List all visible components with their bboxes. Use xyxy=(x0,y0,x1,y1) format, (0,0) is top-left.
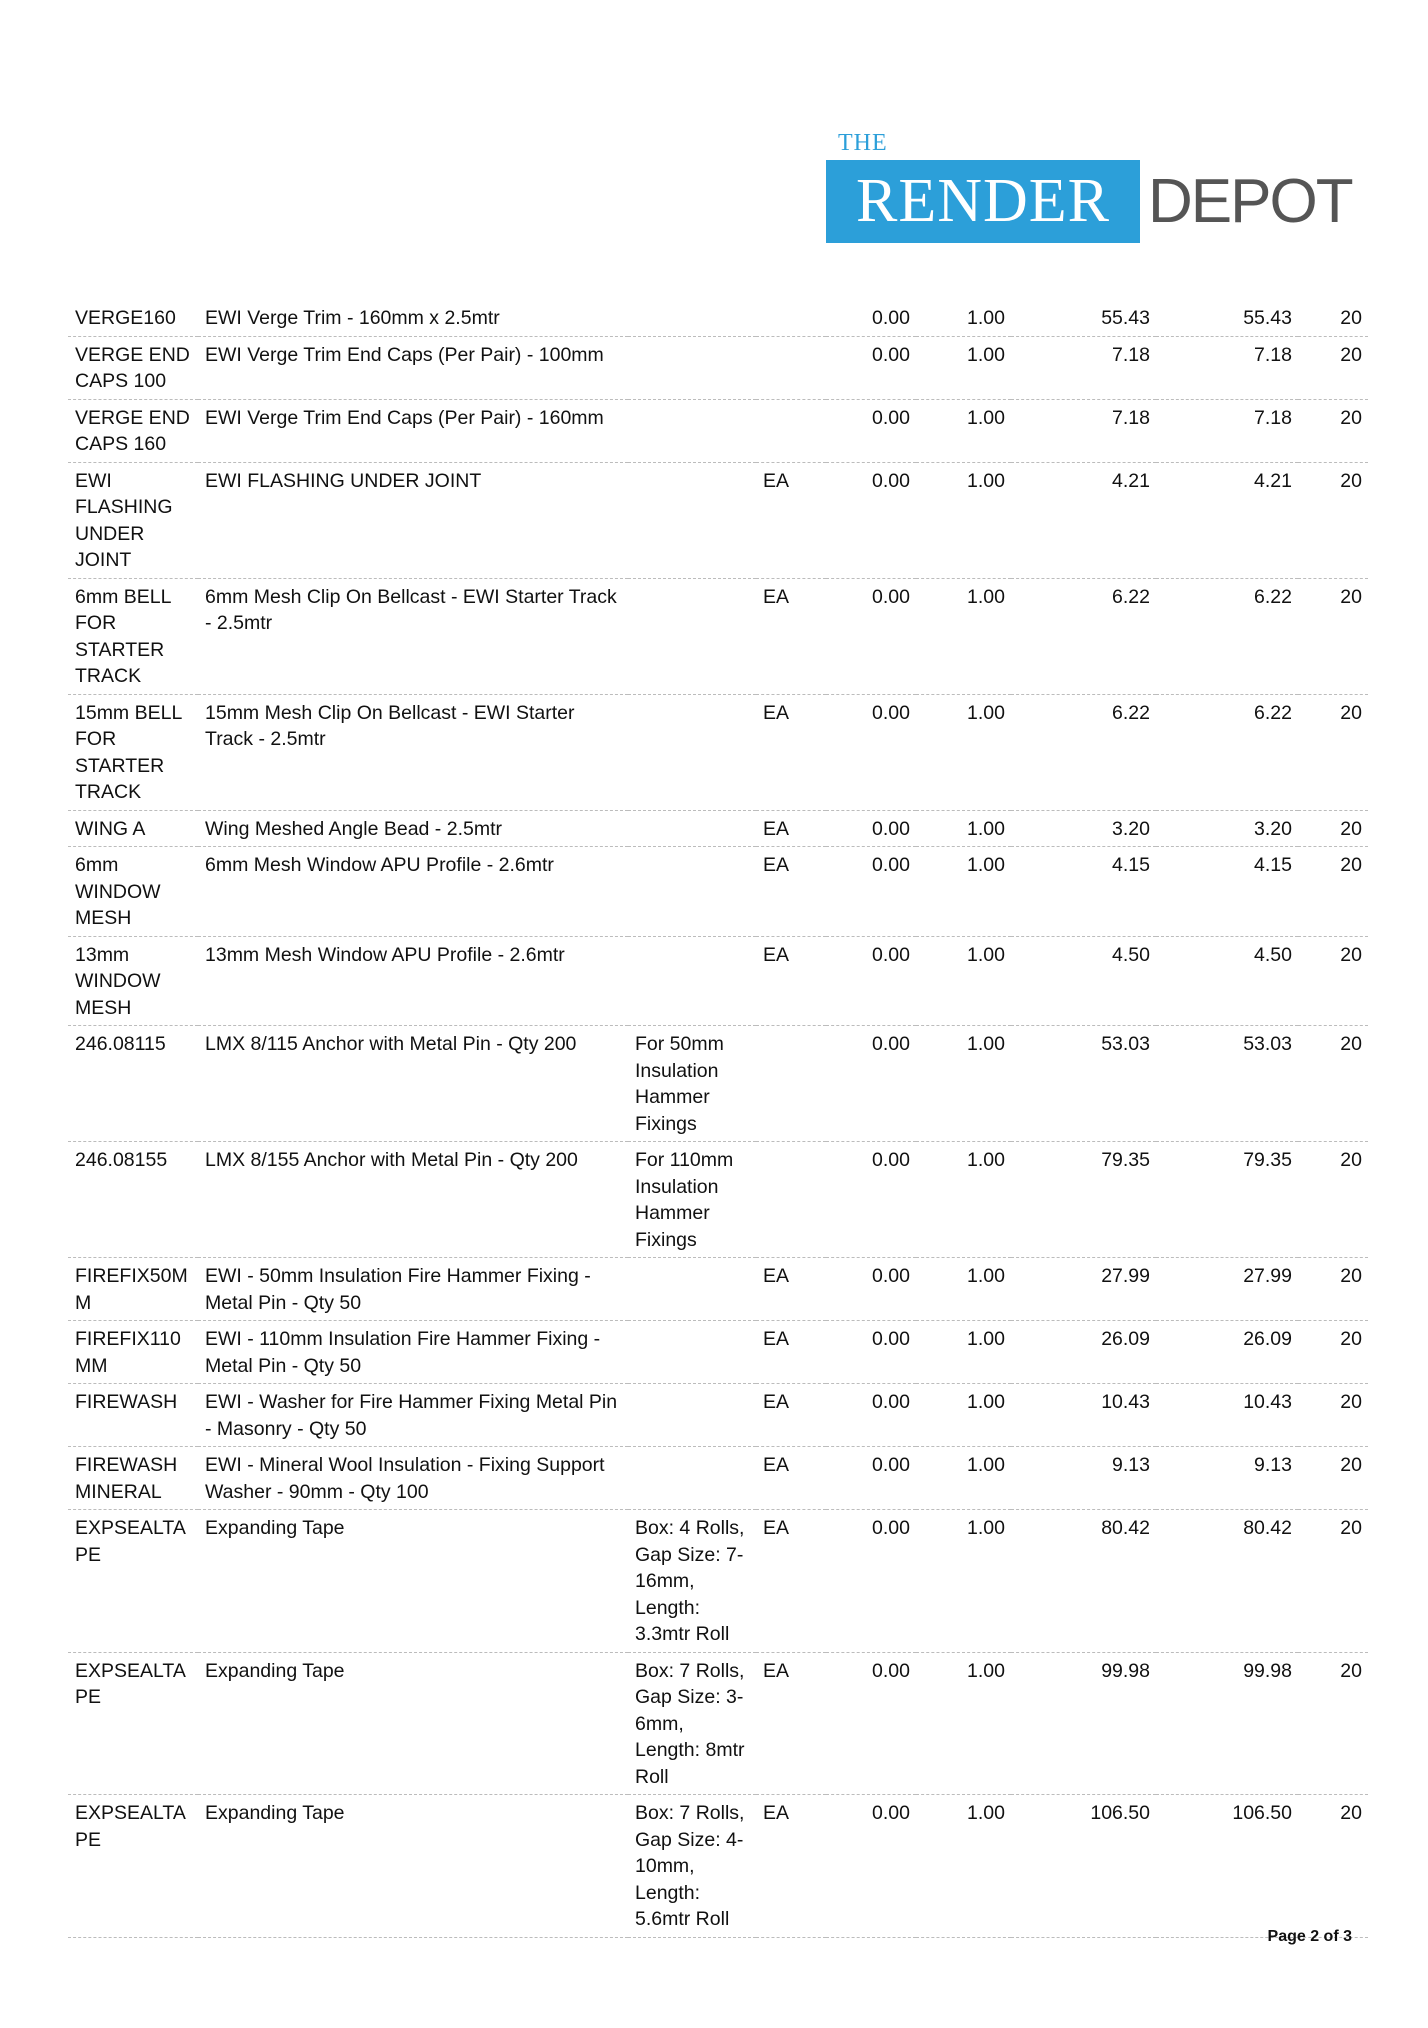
item-quantity: 1.00 xyxy=(916,1321,1011,1384)
item-code: 246.08155 xyxy=(68,1142,198,1258)
item-quantity: 1.00 xyxy=(916,1384,1011,1447)
item-code: VERGE END CAPS 100 xyxy=(68,336,198,399)
item-code: VERGE END CAPS 160 xyxy=(68,399,198,462)
item-vat-rate: 20 xyxy=(1298,1795,1368,1938)
item-unit-price: 4.21 xyxy=(1011,462,1156,578)
item-discount: 0.00 xyxy=(826,1142,916,1258)
item-code: FIREWASH xyxy=(68,1384,198,1447)
item-total: 4.15 xyxy=(1156,847,1298,937)
item-unit: EA xyxy=(756,694,826,810)
item-vat-rate: 20 xyxy=(1298,1026,1368,1142)
item-total: 55.43 xyxy=(1156,300,1298,336)
item-discount: 0.00 xyxy=(826,462,916,578)
table-row xyxy=(68,1384,1368,1447)
item-discount: 0.00 xyxy=(826,578,916,694)
item-total: 26.09 xyxy=(1156,1321,1298,1384)
item-unit-price: 7.18 xyxy=(1011,399,1156,462)
item-discount: 0.00 xyxy=(826,300,916,336)
item-description: EWI - Washer for Fire Hammer Fixing Metal Pin - Masonry - Qty 50 xyxy=(198,1384,628,1447)
item-total: 6.22 xyxy=(1156,694,1298,810)
item-description: Expanding Tape xyxy=(198,1652,628,1795)
item-unit xyxy=(756,300,826,336)
item-discount: 0.00 xyxy=(826,399,916,462)
table-row xyxy=(68,578,1368,694)
item-vat-rate: 20 xyxy=(1298,1142,1368,1258)
item-description: Expanding Tape xyxy=(198,1510,628,1653)
table-row xyxy=(68,936,1368,1026)
item-notes xyxy=(628,1258,756,1321)
item-vat-rate: 20 xyxy=(1298,1321,1368,1384)
item-description: 6mm Mesh Window APU Profile - 2.6mtr xyxy=(198,847,628,937)
item-quantity: 1.00 xyxy=(916,399,1011,462)
item-description: EWI Verge Trim End Caps (Per Pair) - 160mm xyxy=(198,399,628,462)
item-description: LMX 8/155 Anchor with Metal Pin - Qty 200 xyxy=(198,1142,628,1258)
item-code: FIREWASHMINERAL xyxy=(68,1447,198,1510)
item-total: 4.21 xyxy=(1156,462,1298,578)
item-unit: EA xyxy=(756,1384,826,1447)
item-description: 13mm Mesh Window APU Profile - 2.6mtr xyxy=(198,936,628,1026)
item-quantity: 1.00 xyxy=(916,1795,1011,1938)
item-notes xyxy=(628,1447,756,1510)
item-total: 7.18 xyxy=(1156,336,1298,399)
item-unit-price: 10.43 xyxy=(1011,1384,1156,1447)
item-quantity: 1.00 xyxy=(916,1026,1011,1142)
table-row xyxy=(68,1510,1368,1653)
table-row xyxy=(68,847,1368,937)
item-quantity: 1.00 xyxy=(916,1447,1011,1510)
item-vat-rate: 20 xyxy=(1298,1447,1368,1510)
item-discount: 0.00 xyxy=(826,1258,916,1321)
item-code: EXPSEALTAPE xyxy=(68,1795,198,1938)
item-description: LMX 8/115 Anchor with Metal Pin - Qty 200 xyxy=(198,1026,628,1142)
item-vat-rate: 20 xyxy=(1298,810,1368,847)
table-row xyxy=(68,1142,1368,1258)
line-items-table xyxy=(68,300,1368,1938)
item-unit: EA xyxy=(756,1447,826,1510)
item-unit: EA xyxy=(756,1258,826,1321)
table-row xyxy=(68,336,1368,399)
item-total: 6.22 xyxy=(1156,578,1298,694)
item-unit-price: 55.43 xyxy=(1011,300,1156,336)
logo-depot-text: DEPOT xyxy=(1148,167,1352,236)
table-row xyxy=(68,1652,1368,1795)
item-discount: 0.00 xyxy=(826,1321,916,1384)
item-total: 4.50 xyxy=(1156,936,1298,1026)
item-unit xyxy=(756,399,826,462)
logo-render-text: RENDER xyxy=(826,160,1140,243)
item-unit: EA xyxy=(756,462,826,578)
item-code: 13mm WINDOW MESH xyxy=(68,936,198,1026)
item-notes: For 110mm Insulation Hammer Fixings xyxy=(628,1142,756,1258)
item-code: 6mm WINDOW MESH xyxy=(68,847,198,937)
item-vat-rate: 20 xyxy=(1298,462,1368,578)
item-quantity: 1.00 xyxy=(916,847,1011,937)
item-unit-price: 3.20 xyxy=(1011,810,1156,847)
item-code: EWI FLASHING UNDER JOINT xyxy=(68,462,198,578)
item-description: EWI FLASHING UNDER JOINT xyxy=(198,462,628,578)
item-quantity: 1.00 xyxy=(916,1510,1011,1653)
logo-the-text: THE xyxy=(838,130,888,156)
item-vat-rate: 20 xyxy=(1298,694,1368,810)
item-notes xyxy=(628,847,756,937)
item-description: EWI Verge Trim - 160mm x 2.5mtr xyxy=(198,300,628,336)
page-number: Page 2 of 3 xyxy=(1267,1928,1352,1945)
item-discount: 0.00 xyxy=(826,336,916,399)
item-unit-price: 79.35 xyxy=(1011,1142,1156,1258)
item-notes xyxy=(628,300,756,336)
item-unit xyxy=(756,1026,826,1142)
item-unit-price: 80.42 xyxy=(1011,1510,1156,1653)
item-unit-price: 6.22 xyxy=(1011,694,1156,810)
item-notes xyxy=(628,810,756,847)
table-row xyxy=(68,399,1368,462)
item-total: 79.35 xyxy=(1156,1142,1298,1258)
item-vat-rate: 20 xyxy=(1298,336,1368,399)
item-vat-rate: 20 xyxy=(1298,300,1368,336)
table-row xyxy=(68,1321,1368,1384)
item-vat-rate: 20 xyxy=(1298,1652,1368,1795)
item-notes: Box: 7 Rolls, Gap Size: 4-10mm, Length: 5.6mtr Roll xyxy=(628,1795,756,1938)
item-quantity: 1.00 xyxy=(916,936,1011,1026)
item-discount: 0.00 xyxy=(826,1510,916,1653)
item-quantity: 1.00 xyxy=(916,336,1011,399)
item-unit xyxy=(756,336,826,399)
item-unit: EA xyxy=(756,1652,826,1795)
item-code: EXPSEALTAPE xyxy=(68,1510,198,1653)
item-discount: 0.00 xyxy=(826,1026,916,1142)
item-notes xyxy=(628,936,756,1026)
item-code: WING A xyxy=(68,810,198,847)
item-total: 7.18 xyxy=(1156,399,1298,462)
item-notes: Box: 4 Rolls, Gap Size: 7-16mm, Length: 3.3mtr Roll xyxy=(628,1510,756,1653)
item-description: EWI - 110mm Insulation Fire Hammer Fixing - Metal Pin - Qty 50 xyxy=(198,1321,628,1384)
item-vat-rate: 20 xyxy=(1298,1384,1368,1447)
item-total: 80.42 xyxy=(1156,1510,1298,1653)
item-vat-rate: 20 xyxy=(1298,578,1368,694)
item-unit-price: 7.18 xyxy=(1011,336,1156,399)
item-total: 106.50 xyxy=(1156,1795,1298,1938)
item-unit xyxy=(756,1142,826,1258)
item-quantity: 1.00 xyxy=(916,1652,1011,1795)
item-total: 10.43 xyxy=(1156,1384,1298,1447)
item-discount: 0.00 xyxy=(826,810,916,847)
item-vat-rate: 20 xyxy=(1298,1258,1368,1321)
table-row xyxy=(68,1258,1368,1321)
item-unit: EA xyxy=(756,1321,826,1384)
item-total: 53.03 xyxy=(1156,1026,1298,1142)
item-vat-rate: 20 xyxy=(1298,847,1368,937)
item-notes xyxy=(628,462,756,578)
table-row xyxy=(68,300,1368,336)
item-unit: EA xyxy=(756,936,826,1026)
item-discount: 0.00 xyxy=(826,694,916,810)
item-total: 3.20 xyxy=(1156,810,1298,847)
item-notes: For 50mm Insulation Hammer Fixings xyxy=(628,1026,756,1142)
item-code: 246.08115 xyxy=(68,1026,198,1142)
item-quantity: 1.00 xyxy=(916,1142,1011,1258)
item-notes xyxy=(628,694,756,810)
item-vat-rate: 20 xyxy=(1298,399,1368,462)
item-notes xyxy=(628,578,756,694)
item-total: 27.99 xyxy=(1156,1258,1298,1321)
item-quantity: 1.00 xyxy=(916,578,1011,694)
company-logo xyxy=(826,130,1352,246)
item-description: Wing Meshed Angle Bead - 2.5mtr xyxy=(198,810,628,847)
table-row xyxy=(68,1447,1368,1510)
item-unit-price: 9.13 xyxy=(1011,1447,1156,1510)
item-code: FIREFIX50MM xyxy=(68,1258,198,1321)
item-notes: Box: 7 Rolls, Gap Size: 3-6mm, Length: 8mtr Roll xyxy=(628,1652,756,1795)
table-row xyxy=(68,462,1368,578)
item-unit-price: 99.98 xyxy=(1011,1652,1156,1795)
item-total: 9.13 xyxy=(1156,1447,1298,1510)
item-code: EXPSEALTAPE xyxy=(68,1652,198,1795)
item-discount: 0.00 xyxy=(826,1652,916,1795)
item-discount: 0.00 xyxy=(826,847,916,937)
item-discount: 0.00 xyxy=(826,1795,916,1938)
item-description: Expanding Tape xyxy=(198,1795,628,1938)
table-row xyxy=(68,694,1368,810)
item-unit: EA xyxy=(756,1795,826,1938)
item-unit: EA xyxy=(756,810,826,847)
item-total: 99.98 xyxy=(1156,1652,1298,1795)
item-discount: 0.00 xyxy=(826,1384,916,1447)
item-quantity: 1.00 xyxy=(916,694,1011,810)
item-code: 6mm BELL FOR STARTER TRACK xyxy=(68,578,198,694)
item-description: 6mm Mesh Clip On Bellcast - EWI Starter Track - 2.5mtr xyxy=(198,578,628,694)
item-unit: EA xyxy=(756,578,826,694)
table-row xyxy=(68,1026,1368,1142)
item-code: 15mm BELL FOR STARTER TRACK xyxy=(68,694,198,810)
item-unit: EA xyxy=(756,847,826,937)
item-unit-price: 4.15 xyxy=(1011,847,1156,937)
item-vat-rate: 20 xyxy=(1298,1510,1368,1653)
item-notes xyxy=(628,1384,756,1447)
item-code: FIREFIX110MM xyxy=(68,1321,198,1384)
item-quantity: 1.00 xyxy=(916,1258,1011,1321)
item-discount: 0.00 xyxy=(826,1447,916,1510)
item-quantity: 1.00 xyxy=(916,810,1011,847)
item-quantity: 1.00 xyxy=(916,300,1011,336)
item-unit-price: 6.22 xyxy=(1011,578,1156,694)
table-row xyxy=(68,810,1368,847)
item-description: EWI - Mineral Wool Insulation - Fixing Support Washer - 90mm - Qty 100 xyxy=(198,1447,628,1510)
item-description: EWI Verge Trim End Caps (Per Pair) - 100mm xyxy=(198,336,628,399)
item-unit: EA xyxy=(756,1510,826,1653)
item-unit-price: 106.50 xyxy=(1011,1795,1156,1938)
item-unit-price: 4.50 xyxy=(1011,936,1156,1026)
item-description: EWI - 50mm Insulation Fire Hammer Fixing - Metal Pin - Qty 50 xyxy=(198,1258,628,1321)
item-unit-price: 27.99 xyxy=(1011,1258,1156,1321)
item-description: 15mm Mesh Clip On Bellcast - EWI Starter Track - 2.5mtr xyxy=(198,694,628,810)
table-row xyxy=(68,1795,1368,1938)
item-notes xyxy=(628,336,756,399)
item-code: VERGE160 xyxy=(68,300,198,336)
item-notes xyxy=(628,1321,756,1384)
item-discount: 0.00 xyxy=(826,936,916,1026)
item-unit-price: 53.03 xyxy=(1011,1026,1156,1142)
item-unit-price: 26.09 xyxy=(1011,1321,1156,1384)
item-vat-rate: 20 xyxy=(1298,936,1368,1026)
item-quantity: 1.00 xyxy=(916,462,1011,578)
item-notes xyxy=(628,399,756,462)
